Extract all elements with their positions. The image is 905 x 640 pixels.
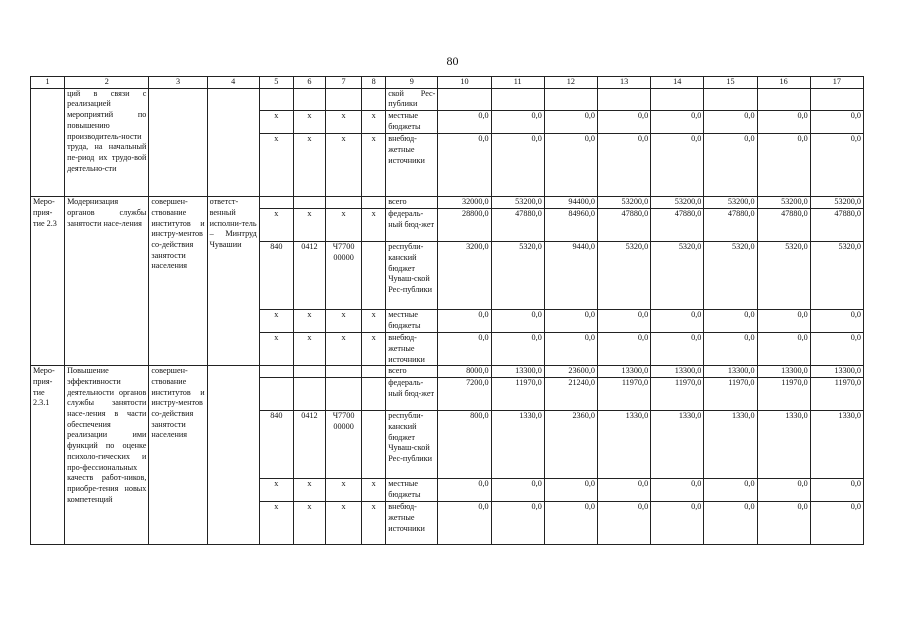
expense-type-cell: х (362, 502, 386, 545)
amount-cell: 47880,0 (491, 209, 544, 242)
measure-name-cell: Модернизация органов службы занятости насе-ления (65, 197, 149, 366)
amount-cell: 5320,0 (757, 242, 810, 310)
amount-cell: 800,0 (438, 411, 491, 479)
column-number-cell: 15 (704, 77, 757, 89)
target-article-cell: Ч7700 00000 (326, 411, 362, 479)
table-row (31, 197, 864, 209)
expense-type-cell: х (362, 111, 386, 134)
grbs-code-cell: х (259, 479, 293, 502)
column-number-cell: 2 (65, 77, 149, 89)
amount-cell (757, 88, 810, 110)
amount-cell: 0,0 (757, 479, 810, 502)
page-number: 80 (446, 54, 459, 68)
section-code-cell: х (293, 310, 325, 333)
column-number-cell: 12 (544, 77, 597, 89)
amount-cell: 28800,0 (438, 209, 491, 242)
amount-cell: 0,0 (438, 310, 491, 333)
expense-type-cell (362, 411, 386, 479)
column-number-cell: 6 (293, 77, 325, 89)
amount-cell (704, 88, 757, 110)
amount-cell: 1330,0 (491, 411, 544, 479)
section-code-cell: х (293, 209, 325, 242)
grbs-code-cell: х (259, 111, 293, 134)
amount-cell: 5320,0 (491, 242, 544, 310)
column-number-cell: 17 (810, 77, 863, 89)
amount-cell: 0,0 (544, 333, 597, 366)
grbs-code-cell: х (259, 502, 293, 545)
section-code-cell: х (293, 111, 325, 134)
amount-cell: 0,0 (810, 310, 863, 333)
target-article-cell: Ч7700 00000 (326, 242, 362, 310)
grbs-code-cell: х (259, 310, 293, 333)
amount-cell: 0,0 (491, 111, 544, 134)
section-code-cell: 0412 (293, 411, 325, 479)
amount-cell: 0,0 (704, 310, 757, 333)
amount-cell: 47880,0 (704, 209, 757, 242)
amount-cell (544, 88, 597, 110)
amount-cell: 5320,0 (651, 242, 704, 310)
amount-cell: 11970,0 (704, 378, 757, 411)
amount-cell: 47880,0 (810, 209, 863, 242)
funding-source-cell: федераль-ный бюд-жет (386, 209, 438, 242)
column-number-cell: 10 (438, 77, 491, 89)
amount-cell: 0,0 (651, 333, 704, 366)
amount-cell: 0,0 (438, 111, 491, 134)
grbs-code-cell (259, 366, 293, 378)
amount-cell: 47880,0 (651, 209, 704, 242)
expense-type-cell (362, 378, 386, 411)
amount-cell: 0,0 (544, 479, 597, 502)
column-number-row (31, 77, 864, 89)
task-cell: совершен-ствование институтов и инстру-ментов со-действия занятости населения (149, 366, 207, 545)
amount-cell: 0,0 (704, 333, 757, 366)
amount-cell: 0,0 (704, 479, 757, 502)
measure-name-cell: Повышение эффективности деятельности органов службы занятости насе-ления в части обеспечения реализации ими функций по оценке психоло-гических и про-фессиональных качеств работ-ников, приобре-тения новых компетенций (65, 366, 149, 545)
section-code-cell (293, 366, 325, 378)
target-article-cell: х (326, 333, 362, 366)
target-article-cell: х (326, 310, 362, 333)
funding-source-cell: федераль-ный бюд-жет (386, 378, 438, 411)
amount-cell: 21240,0 (544, 378, 597, 411)
amount-cell: 53200,0 (810, 197, 863, 209)
amount-cell: 0,0 (544, 111, 597, 134)
amount-cell: 5320,0 (810, 242, 863, 310)
amount-cell: 47880,0 (597, 209, 650, 242)
expense-type-cell: х (362, 310, 386, 333)
amount-cell: 0,0 (491, 333, 544, 366)
funding-source-cell: внебюд-жетные источники (386, 502, 438, 545)
amount-cell: 0,0 (757, 134, 810, 197)
section-code-cell: х (293, 134, 325, 197)
amount-cell: 0,0 (810, 502, 863, 545)
grbs-code-cell (259, 88, 293, 110)
amount-cell: 0,0 (704, 111, 757, 134)
amount-cell: 0,0 (704, 502, 757, 545)
table-body (31, 77, 864, 545)
funding-source-cell: местные бюджеты (386, 111, 438, 134)
budget-table (30, 76, 864, 545)
amount-cell: 0,0 (651, 502, 704, 545)
amount-cell: 0,0 (438, 134, 491, 197)
amount-cell: 0,0 (491, 310, 544, 333)
amount-cell: 0,0 (544, 502, 597, 545)
amount-cell: 13300,0 (757, 366, 810, 378)
amount-cell: 0,0 (438, 479, 491, 502)
grbs-code-cell: 840 (259, 411, 293, 479)
target-article-cell (326, 366, 362, 378)
funding-source-cell: всего (386, 366, 438, 378)
funding-source-cell: местные бюджеты (386, 479, 438, 502)
amount-cell: 9440,0 (544, 242, 597, 310)
measure-number-cell: Меро-прия-тие 2.3.1 (31, 366, 65, 545)
column-number-cell: 9 (386, 77, 438, 89)
executor-cell: ответст-венный исполни-тель – Минтруд Чувашии (207, 197, 259, 366)
column-number-cell: 4 (207, 77, 259, 89)
amount-cell: 1330,0 (704, 411, 757, 479)
column-number-cell: 14 (651, 77, 704, 89)
amount-cell: 11970,0 (491, 378, 544, 411)
amount-cell: 0,0 (597, 502, 650, 545)
amount-cell: 0,0 (757, 502, 810, 545)
amount-cell: 13300,0 (810, 366, 863, 378)
amount-cell: 7200,0 (438, 378, 491, 411)
amount-cell: 0,0 (544, 310, 597, 333)
amount-cell: 0,0 (491, 502, 544, 545)
amount-cell (651, 88, 704, 110)
amount-cell: 0,0 (597, 111, 650, 134)
amount-cell: 13300,0 (597, 366, 650, 378)
amount-cell: 11970,0 (597, 378, 650, 411)
grbs-code-cell: х (259, 134, 293, 197)
amount-cell: 1330,0 (651, 411, 704, 479)
amount-cell: 53200,0 (597, 197, 650, 209)
expense-type-cell: х (362, 134, 386, 197)
column-number-cell: 8 (362, 77, 386, 89)
funding-source-cell: всего (386, 197, 438, 209)
amount-cell: 5320,0 (704, 242, 757, 310)
section-code-cell (293, 88, 325, 110)
amount-cell: 1330,0 (757, 411, 810, 479)
expense-type-cell (362, 242, 386, 310)
amount-cell: 0,0 (491, 134, 544, 197)
amount-cell: 13300,0 (651, 366, 704, 378)
amount-cell (438, 88, 491, 110)
funding-source-cell: внебюд-жетные источники (386, 333, 438, 366)
column-number-cell: 7 (326, 77, 362, 89)
section-code-cell: 0412 (293, 242, 325, 310)
amount-cell: 0,0 (757, 310, 810, 333)
amount-cell (597, 88, 650, 110)
section-code-cell (293, 378, 325, 411)
measure-name-cell: ций в связи с реализацией мероприятий по повышению производитель-ности труда, на начальный пе-риод их трудо-вой деятельно-сти (65, 88, 149, 196)
amount-cell: 0,0 (438, 333, 491, 366)
amount-cell: 0,0 (757, 333, 810, 366)
amount-cell: 53200,0 (491, 197, 544, 209)
amount-cell (491, 88, 544, 110)
amount-cell: 94400,0 (544, 197, 597, 209)
executor-cell (207, 366, 259, 545)
amount-cell: 0,0 (810, 111, 863, 134)
target-article-cell (326, 88, 362, 110)
amount-cell: 13300,0 (704, 366, 757, 378)
section-code-cell: х (293, 479, 325, 502)
amount-cell: 32000,0 (438, 197, 491, 209)
table-row (31, 366, 864, 378)
target-article-cell: х (326, 502, 362, 545)
amount-cell: 0,0 (651, 310, 704, 333)
grbs-code-cell: х (259, 209, 293, 242)
expense-type-cell (362, 197, 386, 209)
expense-type-cell: х (362, 209, 386, 242)
section-code-cell: х (293, 502, 325, 545)
amount-cell: 0,0 (651, 111, 704, 134)
column-number-cell: 11 (491, 77, 544, 89)
amount-cell: 53200,0 (757, 197, 810, 209)
expense-type-cell (362, 88, 386, 110)
amount-cell: 2360,0 (544, 411, 597, 479)
amount-cell: 1330,0 (810, 411, 863, 479)
grbs-code-cell (259, 378, 293, 411)
funding-source-cell: внебюд-жетные источники (386, 134, 438, 197)
target-article-cell: х (326, 479, 362, 502)
amount-cell: 47880,0 (757, 209, 810, 242)
measure-number-cell (31, 88, 65, 196)
amount-cell: 84960,0 (544, 209, 597, 242)
amount-cell: 11970,0 (757, 378, 810, 411)
target-article-cell: х (326, 134, 362, 197)
amount-cell: 3200,0 (438, 242, 491, 310)
target-article-cell: х (326, 111, 362, 134)
expense-type-cell (362, 366, 386, 378)
table-row (31, 88, 864, 110)
amount-cell: 0,0 (438, 502, 491, 545)
task-cell: совершен-ствование институтов и инстру-ментов со-действия занятости населения (149, 197, 207, 366)
amount-cell: 0,0 (810, 134, 863, 197)
section-code-cell (293, 197, 325, 209)
amount-cell: 53200,0 (704, 197, 757, 209)
target-article-cell (326, 197, 362, 209)
amount-cell: 0,0 (651, 479, 704, 502)
target-article-cell (326, 378, 362, 411)
amount-cell: 0,0 (810, 333, 863, 366)
amount-cell: 5320,0 (597, 242, 650, 310)
amount-cell: 0,0 (597, 310, 650, 333)
grbs-code-cell (259, 197, 293, 209)
target-article-cell: х (326, 209, 362, 242)
amount-cell: 0,0 (597, 333, 650, 366)
amount-cell: 0,0 (491, 479, 544, 502)
amount-cell: 1330,0 (597, 411, 650, 479)
amount-cell: 11970,0 (810, 378, 863, 411)
amount-cell: 0,0 (757, 111, 810, 134)
column-number-cell: 5 (259, 77, 293, 89)
column-number-cell: 3 (149, 77, 207, 89)
amount-cell: 0,0 (810, 479, 863, 502)
amount-cell: 0,0 (597, 479, 650, 502)
column-number-cell: 1 (31, 77, 65, 89)
amount-cell: 53200,0 (651, 197, 704, 209)
funding-source-cell: республи-канский бюджет Чуваш-ской Рес-публики (386, 411, 438, 479)
column-number-cell: 16 (757, 77, 810, 89)
funding-source-cell: ской Рес-публики (386, 88, 438, 110)
amount-cell: 0,0 (544, 134, 597, 197)
column-number-cell: 13 (597, 77, 650, 89)
amount-cell: 23600,0 (544, 366, 597, 378)
task-cell (149, 88, 207, 196)
expense-type-cell: х (362, 479, 386, 502)
amount-cell: 11970,0 (651, 378, 704, 411)
expense-type-cell: х (362, 333, 386, 366)
amount-cell: 0,0 (597, 134, 650, 197)
amount-cell: 0,0 (704, 134, 757, 197)
executor-cell (207, 88, 259, 196)
funding-source-cell: местные бюджеты (386, 310, 438, 333)
funding-source-cell: республи-канский бюджет Чуваш-ской Рес-публики (386, 242, 438, 310)
grbs-code-cell: 840 (259, 242, 293, 310)
amount-cell: 13300,0 (491, 366, 544, 378)
grbs-code-cell: х (259, 333, 293, 366)
measure-number-cell: Меро-прия-тие 2.3 (31, 197, 65, 366)
amount-cell: 8000,0 (438, 366, 491, 378)
amount-cell: 0,0 (651, 134, 704, 197)
section-code-cell: х (293, 333, 325, 366)
amount-cell (810, 88, 863, 110)
